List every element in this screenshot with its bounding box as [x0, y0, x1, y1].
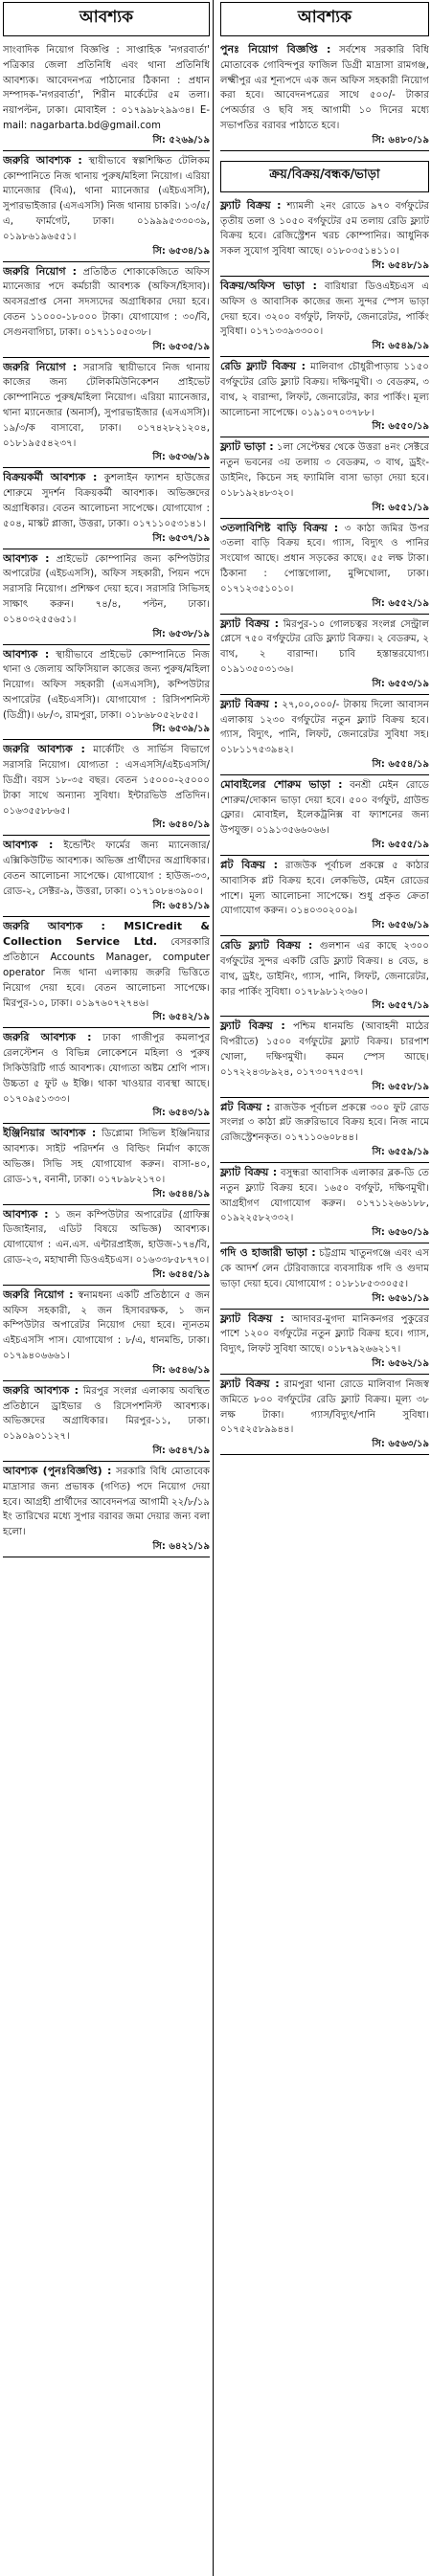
classified-ad	[3, 549, 210, 645]
ad-heading: জরুরি নিয়োগ :	[3, 264, 78, 278]
ad-body	[3, 264, 210, 341]
classified-ad	[220, 437, 429, 518]
classified-ad	[220, 196, 429, 277]
ad-heading: আবশ্যক :	[3, 1207, 49, 1221]
ad-heading: জরুরি আবশ্যক :	[3, 153, 82, 167]
ad-body	[220, 616, 429, 678]
ad-reference: সি: ৬৫৩৪/১৯	[152, 245, 210, 257]
classified-ad	[220, 936, 429, 1017]
classified-ad	[220, 856, 429, 936]
classified-ad	[3, 1462, 210, 1557]
classified-ad	[3, 468, 210, 549]
ad-text: সাংবাদিক নিয়োগ বিজ্ঞপ্তি : সাপ্তাহিক 'নগরবার্তা' পত্রিকার জেলা প্রতিনিধি এবং থানা প্রতিনিধি আবশ্যক। আবেদনপত্র পাঠানোর ঠিকানা : প্রধান সম্পাদক-'নগরবার্তা', শিরীন মার্কেটের ৫ম তলা। নয়াপল্টন, ঢাকা। মোবাইল : ০১৭৯৯৮২৯৯৩৪। E-mail: nagarbarta.bd@gmail.com	[3, 45, 210, 131]
ad-text: মার্কেটিং ও সার্ভিস বিভাগে সরাসরি নিয়োগ। যোগ্যতা : এসএসসি/এইচএসসি/ডিগ্রী। বয়স ১৮-৩৫ বছর। বেতন ১৫০০০-২৫০০০ টাকা সাথে অন্যান্য সুবিধা। ইন্টারভিউ প্রতিদিন। ০১৬৩৫৫৮৮৬৫।	[3, 745, 210, 817]
ad-text: পশ্চিম ধানমন্ডি (আবাহনী মাঠের বিপরীতে) ১৫০০ বর্গফুটের ফ্ল্যাট বিক্রয়। চারপাশ খোলা, দক্ষিণমুখী। কমন স্পেস আছে। ০১৭২২৪৩৮৯২৪, ০১৭৩০৭৭৫৩৭।	[220, 1021, 429, 1078]
ad-text: মালিবাগ চৌধুরীপাড়ায় ১১৫০ বর্গফুটের রেডি ফ্ল্যাট বিক্রয়। দক্ষিণমুখী। ৩ বেডরুম, ৩ বাথ, ২ বারান্দা, লিফট, জেনারেটর, কার পার্কিং। মূল্য আলোচনা সাপেক্ষে। ০১৯১০৭০৩৭৮৮।	[220, 362, 429, 418]
ad-reference: সি: ৬৫৫৬/১৯	[372, 920, 429, 931]
ad-heading: ফ্ল্যাট বিক্রয় :	[220, 1378, 280, 1390]
ad-reference: সি: ৬৫৫২/১৯	[372, 597, 429, 609]
classified-ad	[220, 1098, 429, 1163]
ad-reference: সি: ৬৫৫৯/১৯	[372, 1147, 429, 1158]
ad-reference: সি: ৬৫৩৫/১৯	[152, 341, 210, 352]
ad-reference: সি: ৬৫৪৪/১৯	[152, 1188, 210, 1199]
ad-reference: সি: ৬৫৪৬/১৯	[152, 1364, 210, 1376]
ad-heading: ফ্ল্যাট বিক্রয় :	[220, 198, 282, 212]
ad-text: ১লা সেপ্টেম্বর থেকে উত্তরা ৪নং সেক্টরে নতুন ভবনের ৩য় তলায় ৩ বেডরুম, ৩ বাথ, ড্রইং-ডাইনিং, কিচেন সহ ফ্যামিলি বাসা ভাড়া দেয়া হবে। ০১৮১৯২৪৮৩২০।	[220, 442, 429, 499]
ad-text: আদাবর-মুগদা মানিকনগর পুকুরের পাশে ১২০০ বর্গফুটের নতুন ফ্ল্যাট বিক্রয় হবে। গ্যাস, বিদ্যুৎ, লিফট সুবিধা আছে। ০১৮৭৯২৬৬২১৭।	[220, 1313, 429, 1355]
classified-ad	[220, 775, 429, 856]
ad-reference: সি: ৬৪৮০/১৯	[372, 134, 429, 146]
ad-text: মিরপুর সংলগ্ন এলাকায় অবস্থিত প্রতিষ্ঠানে ড্রাইভার ও রিসেপশনিস্ট আবশ্যক। অভিজ্ঞদের অগ্রাধিকার। মিরপুর-১১, ঢাকা। ০১৯০৯০১১২৭।	[3, 1385, 210, 1443]
ad-body	[3, 1207, 210, 1268]
ad-text: সরাসরি স্থায়ীভাবে নিজ থানায় কাজের জন্য টেলিকমিউনিকেশন প্রাইভেট কোম্পানিতে পুরুষ/মহিলা নিয়োগ। এরিয়া ম্যানেজার, থানা ম্যানেজার (অনার্স), সুপারভাইজার (এসএসসি)। ১৯/৩/ক বাসাবো, ঢাকা। ০১৭৪২৮২১২০৪, ০১৮১৯৫৫৪২৩৭।	[3, 362, 210, 449]
ad-text: ডিপ্লোমা সিভিল ইঞ্জিনিয়ার আবশ্যক। সাইট পরিদর্শন ও বিল্ডিং নির্মাণ কাজে অভিজ্ঞ। সিভি সহ যোগাযোগ করুন। বাসা-৪০, রোড-১৭, বনানী, ঢাকা। ০১৭৮৯৮২১৭০।	[3, 1129, 210, 1185]
ad-text: সরকারি বিধি মোতাবেক মাদ্রাসার জন্য প্রভাষক (গণিত) পদে নিয়োগ দেয়া হবে। আগ্রহী প্রার্থীদের আবেদনপত্র আগামী ২২/৮/১৯ ইং তারিখের মধ্যে সুপার বরাবর জমা দেয়ার জন্য বলা হলো।	[3, 1466, 210, 1538]
classified-ad	[3, 917, 210, 1029]
ad-heading: প্লট বিক্রয় :	[220, 1100, 271, 1113]
ad-body	[3, 551, 210, 628]
ad-body	[220, 521, 429, 597]
ad-text: ১ জন কম্পিউটার অপারেটর (গ্রাফিক্স ডিজাইনার, এডিট বিষয়ে অভিজ্ঞ) আবশ্যক। যোগাযোগ : এন.এস. এন্টারপ্রাইজ, হাউজ-১৭৪/বি, রোড-২৩, মহাখালী ডিওএইচএস। ০১৬৩৩৮৫৮৭৭০।	[3, 1209, 210, 1266]
right-section-header: আবশ্যক	[220, 2, 429, 36]
ad-heading: ফ্ল্যাট বিক্রয় :	[220, 616, 279, 630]
classified-ad	[3, 1205, 210, 1286]
ad-heading: ৩তলাবিশিষ্ট বাড়ি বিক্রয় :	[220, 521, 339, 534]
classified-ad	[220, 1163, 429, 1243]
classified-ad	[220, 277, 429, 357]
ad-body	[220, 1311, 429, 1357]
ad-heading: জরুরি নিয়োগ :	[3, 1288, 74, 1301]
ad-reference: সি: ৬৫৩৮/১৯	[152, 628, 210, 639]
ad-body	[3, 919, 210, 1012]
ad-heading: বিক্রয়/অফিস ভাড়া :	[220, 279, 317, 292]
ad-heading: ফ্ল্যাট বিক্রয় :	[220, 697, 279, 710]
ad-text: গুলশান এর কাছে ২৩০০ বর্গফুটের সুন্দর একটি রেডি ফ্ল্যাট বিক্রয়। ৪ বেড, ৪ বাথ, ড্রইং, ডাইনিং, গ্যাস, পানি, লিফট, জেনারেটর, কার পার্কিং সুবিধা। ০১৭৮৯৮১২৩৬০।	[220, 941, 429, 997]
ad-reference: সি: ৬৫৫০/১৯	[372, 421, 429, 433]
ad-reference: সি: ৬৫৪১/১৯	[152, 900, 210, 911]
ad-heading: পুনঃ নিয়োগ বিজ্ঞপ্তি :	[220, 43, 331, 56]
ad-body	[3, 42, 210, 134]
ad-heading: গদি ও হাজারী ভাড়া :	[220, 1246, 316, 1260]
ad-body	[3, 360, 210, 452]
ad-text: ঢাকা গাজীপুর কমলাপুর রেলস্টেশন ও বিভিন্ন লোকেশনে মহিলা ও পুরুষ সিকিউরিটি গার্ড আবশ্যক। যোগ্যতা অষ্টম শ্রেণি পাস। উচ্চতা ৫ ফুট ৬ ইঞ্চি। থাকা খাওয়ার ব্যবস্থা আছে। ০১৭০৯৫১৩৩৩।	[3, 1033, 210, 1105]
classified-ad	[220, 615, 429, 695]
ad-heading: বিক্রয়কর্মী আবশ্যক :	[3, 471, 98, 484]
classified-ad	[3, 645, 210, 741]
classified-ad	[3, 1028, 210, 1124]
ad-body	[3, 1383, 210, 1445]
ad-heading: ফ্ল্যাট ভাড়া :	[220, 440, 274, 454]
ad-body	[3, 647, 210, 724]
classified-ad	[3, 1286, 210, 1381]
ad-heading: ফ্ল্যাট বিক্রয় :	[220, 1311, 284, 1325]
ad-text: বনশ্রী মেইন রোডে শোরুম/দোকান ভাড়া দেয়া হবে। ৫০০ বর্গফুট, গ্রাউন্ড ফ্লোর। মোবাইল, ইলেকট্রনিক্স বা ফ্যাশনের জন্য উপযুক্ত। ০১৯১৩৫৬৬০৬৬।	[220, 779, 429, 837]
ad-text: বেসরকারি প্রতিষ্ঠানে Accounts Manager, computer operator নিজ থানা এলাকায় জরুরি ভিত্তিতে নিয়োগ দেয়া হবে। বেতন আলোচনা সাপেক্ষে। মিরপুর-১০, ঢাকা। ০১৯৭৬০৭২৭৪৬।	[3, 937, 210, 1009]
classified-ad	[220, 519, 429, 615]
classified-ad	[3, 1124, 210, 1204]
classified-ad	[3, 836, 210, 916]
ad-body	[220, 1100, 429, 1146]
ad-reference: সি: ৫২৬৯/১৯	[152, 134, 210, 146]
classified-ad	[220, 1375, 429, 1455]
right-top-ads-list	[220, 40, 429, 151]
ad-reference: সি: ৬৪২১/১৯	[152, 1540, 210, 1552]
ad-body	[3, 153, 210, 245]
ad-reference: সি: ৬৫৪২/১৯	[152, 1012, 210, 1023]
ad-body	[220, 198, 429, 259]
classified-ad	[3, 262, 210, 358]
ad-body	[220, 697, 429, 758]
ad-text: কুশলাইন ফ্যাশন হাউজের শোরুমে সুদর্শন বিক্রয়কর্মী আবশ্যক। অভিজ্ঞদের অগ্রাধিকার। বেতন আলোচনা সাপেক্ষে। যোগাযোগ : ৫০৪, মাস্কট প্লাজা, উত্তরা, ঢাকা। ০১৭১১০৫৩১৪১।	[3, 473, 210, 529]
ad-text: রাজউক পূর্বাচল প্রকল্পে ৩০০ ফুট রোড সংলগ্ন ৩ কাঠা প্লট জরুরিভাবে বিক্রয় হবে। নিজ নামে রেজিস্ট্রেশনকৃত। ০১৭১১০৬০৮৪৪।	[220, 1102, 429, 1144]
ad-reference: সি: ৬৫৪৫/১৯	[152, 1268, 210, 1280]
classified-ad	[220, 40, 429, 151]
ad-reference: সি: ৬৫৫৭/১৯	[372, 1000, 429, 1012]
ad-reference: সি: ৬৫৪৭/১৯	[152, 1445, 210, 1456]
ad-heading: জরুরি আবশ্যক :	[3, 743, 85, 756]
ad-heading: ফ্ল্যাট বিক্রয় :	[220, 1019, 285, 1033]
classified-ad	[220, 357, 429, 437]
ad-reference: সি: ৬৫৬২/১৯	[372, 1358, 429, 1369]
classified-ad	[3, 358, 210, 469]
ad-reference: সি: ৬৫৪৯/১৯	[372, 341, 429, 352]
ad-heading: জরুরি আবশ্যক : MSICredit & Collection Service Ltd.	[3, 919, 210, 949]
left-column	[3, 0, 214, 2576]
ad-body	[220, 858, 429, 919]
ad-reference: সি: ৬৫৪৩/১৯	[152, 1108, 210, 1119]
ad-body	[220, 1245, 429, 1291]
ad-text: মিরপুর-১০ গোলচত্বর সংলগ্ন সেন্ট্রাল প্লেসে ৭৫০ বর্গফুটের রেডি ফ্ল্যাট বিক্রয়। ২ বেডরুম, ২ বাথ, ২ বারান্দা। চাবি হস্তান্তরযোগ্য। ০১৯১৩৫০৩১৩৬।	[220, 618, 429, 675]
buy-sell-rent-header: ক্রয়/বিক্রয়/বন্ধক/ভাড়া	[220, 161, 429, 192]
ad-body	[220, 777, 429, 839]
ad-text: চট্টগ্রাম খাতুনগঞ্জে এবং এস কে আদর্শ লেন টেরিবাজারে ব্যবসায়িক গদি ও গুদাম ভাড়া দেয়া হবে। যোগাযোগ : ০১৮১৮৫৩৩০৫৫।	[220, 1248, 429, 1289]
ad-body	[220, 938, 429, 999]
ad-heading: জরুরি আবশ্যক :	[3, 1031, 92, 1044]
ad-reference: সি: ৬৫৬০/১৯	[372, 1227, 429, 1239]
ad-heading: মোবাইলের শোরুম ভাড়া :	[220, 777, 343, 791]
right-ads-list	[220, 196, 429, 1455]
ad-heading: রেডি ফ্ল্যাট বিক্রয় :	[220, 939, 313, 952]
ad-body	[220, 1377, 429, 1438]
ad-heading: ফ্ল্যাট বিক্রয় :	[220, 1166, 278, 1179]
ad-text: ৩ কাঠা জমির উপর ৩তলা বাড়ি বিক্রয় হবে। গ্যাস, বিদ্যুৎ ও পানির সংযোগ আছে। প্রধান সড়কের কাছে। ৫৫ লক্ষ টাকা। ঠিকানা : পোস্তগোলা, মুন্সিখোলা, ঢাকা। ০১৭১২৩৫১০১০।	[220, 523, 429, 594]
ad-heading: প্লট বিক্রয় :	[220, 859, 278, 872]
ad-heading: আবশ্যক :	[3, 839, 54, 852]
ad-heading: ইঞ্জিনিয়ার আবশ্যক :	[3, 1127, 97, 1140]
ad-reference: সি: ৬৫৫১/১৯	[372, 502, 429, 513]
classified-ad	[3, 40, 210, 151]
ad-text: বসুন্ধরা আবাসিক এলাকার ব্লক-ডি তে নতুন ফ্ল্যাট বিক্রয় হবে। ১৬৫০ বর্গফুট, দক্ষিণমুখী। আগ্রহীগণ যোগাযোগ করুন। ০১৭১১২৬৬১৮৮, ০১৯২২৫৮২৩৩২।	[220, 1168, 429, 1224]
ad-text: ২৭,০০,০০০/- টাকায় দিলো আবাসন এলাকায় ১২৩০ বর্গফুটের নতুন ফ্ল্যাট বিক্রয় হবে। গ্যাস, বিদ্যুৎ, পানি, লিফট, জেনারেটর সুবিধা সহ। ০১৮১১৭৫৩৯৪২।	[220, 699, 429, 756]
ad-text: বারিধারা ডিওএইচএস এ অফিস ও আবাসিক কাজের জন্য সুন্দর স্পেস ভাড়া দেয়া হবে। ৩২০০ বর্গফুট, লিফট, জেনারেটর, পার্কিং সুবিধা। ০১৭১৩৩৯৩৩০০।	[220, 280, 429, 338]
ad-body	[220, 439, 429, 501]
ad-body	[3, 838, 210, 899]
ad-body	[3, 470, 210, 531]
classified-ad	[220, 695, 429, 775]
ad-reference: সি: ৬৫৪০/১৯	[152, 819, 210, 831]
ad-body	[220, 279, 429, 340]
ad-heading: আবশ্যক :	[3, 647, 50, 661]
right-column	[218, 0, 429, 2576]
classified-ad	[3, 740, 210, 836]
ad-reference: সি: ৬৫৩৭/১৯	[152, 532, 210, 544]
ad-reference: সি: ৬৫৫৩/১৯	[372, 678, 429, 689]
classified-ad	[220, 1310, 429, 1375]
ad-text: শ্যামলী ২নং রোডে ৯৭০ বর্গফুটের তৃতীয় তলা ও ১০৫০ বর্গফুটের ৫ম তলায় রেডি ফ্ল্যাট বিক্রয় হবে। রেজিস্ট্রেশন খরচ কোম্পানির। আধুনিক সকল সুযোগ সুবিধা আছে। ০১৮০৩৫১৪১১০।	[220, 200, 429, 258]
ad-text: রাজউক পূর্বাচল প্রকল্পে ৫ কাঠার আবাসিক প্লট বিক্রয় হবে। লেকভিউ, মেইন রোডের পাশে। মূল্য আলোচনা সাপেক্ষে। শুধু প্রকৃত ক্রেতা যোগাযোগ করুন। ০১৪০৩০২০০৯।	[220, 861, 429, 917]
ad-reference: সি: ৬৫৩৬/১৯	[152, 452, 210, 463]
ad-heading: আবশ্যক (পুনঃবিজ্ঞপ্তি) :	[3, 1464, 112, 1477]
ad-text: ইন্ডেন্টিং ফার্মের জন্য ম্যানেজার/এক্সিকিউটিভ আবশ্যক। অভিজ্ঞ প্রার্থীদের অগ্রাধিকার। বেতন আলোচনা সাপেক্ষে। যোগাযোগ : হাউজ-৩৩, রোড-২, সেক্টর-৯, উত্তরা, ঢাকা। ০১৭১০৮৪৩৯০০।	[3, 840, 210, 897]
ad-body	[3, 1464, 210, 1540]
ad-reference: সি: ৬৫৬৩/১৯	[372, 1439, 429, 1450]
ad-body	[220, 359, 429, 420]
ad-text: সর্বশেষ সরকারি বিধি মোতাবেক গোবিন্দপুর ফাজিল ডিগ্রী মাদ্রাসা রামগঞ্জ, লক্ষ্মীপুর এর শূন্যপদে এক জন অফিস সহকারী নিয়োগ করা হবে। আবেদনপত্রের সাথে ৫০০/- টাকার পেঅর্ডার ও ছবি সহ আগামী ১০ দিনের মধ্যে সভাপতির বরাবর পাঠাতে হবে।	[220, 45, 429, 131]
ad-body	[3, 1288, 210, 1364]
ad-reference: সি: ৬৫৬১/১৯	[372, 1292, 429, 1304]
ad-body	[3, 742, 210, 818]
ad-body	[3, 1126, 210, 1187]
classified-ad	[220, 1017, 429, 1097]
ad-heading: আবশ্যক :	[3, 551, 50, 565]
ad-reference: সি: ৬৫৫৫/১৯	[372, 840, 429, 851]
ad-reference: সি: ৬৫৫৮/১৯	[372, 1081, 429, 1092]
ad-reference: সি: ৬৫৪৮/১৯	[372, 259, 429, 271]
ad-heading: জরুরি আবশ্যক :	[3, 1383, 79, 1397]
ad-body	[220, 1019, 429, 1080]
ad-text: স্থায়ীভাবে প্রাইভেট কোম্পানিতে নিজ থানা ও জেলায় অফিসিয়াল কাজের জন্য পুরুষ/মহিলা নিয়োগ। অফিস সহকারী (এসএসসি), কম্পিউটার অপারেটর (এইচএসসি)। যোগাযোগ : রিসিপশনিস্ট (ডিগ্রী)। ৬৮/৩, রামপুরা, ঢাকা। ০১৮৬৮০৫২৮৫৫।	[3, 649, 211, 721]
classified-ad	[3, 151, 210, 262]
ad-heading: জরুরি নিয়োগ :	[3, 360, 78, 373]
ad-text: প্রতিষ্ঠিত শোকাকেজিতে অফিস ম্যানেজার পদে কর্মচারী আবশ্যক (অফিস/হিসাব)। অবসরপ্রাপ্ত সেনা সদস্যদের অগ্রাধিকার দেয়া হবে। বেতন ১১০০০-১৮০০০ টাকা। যোগাযোগ : ৩০/বি, সেগুনবাগিচা, ঢাকা। ০১৭১১০৫০৩৮।	[3, 266, 210, 338]
classified-ad	[220, 1243, 429, 1309]
ad-body	[3, 1030, 210, 1107]
ad-text: স্থায়ীভাবে স্বল্পশিক্ষিত টেলিকম কোম্পানিতে নিজ থানায় পুরুষ/মহিলা নিয়োগ। এরিয়া ম্যানেজার (বিএ), থানা ম্যানেজার (এইচএসসি), সুপারভাইজার (এসএসসি) নিজ থানায় চাকরি। ১৩/৫/এ, ফার্মগেট, ঢাকা। ০১৯৯৯৫৩৩০৩৯, ০১৯৮৬১৯৬৫৫১।	[3, 155, 210, 242]
ad-reference: সি: ৬৫৫৪/১৯	[372, 758, 429, 770]
left-section-header: আবশ্যক	[3, 2, 210, 36]
ad-text: স্বনামধন্য একটি প্রতিষ্ঠানে ৫ জন অফিস সহকারী, ২ জন হিসাবরক্ষক, ১ জন কম্পিউটার অপারেটর নিয়োগ দেয়া হবে। ন্যূনতম এইচএসসি পাস। যোগাযোগ : ৮/এ, ধানমন্ডি, ঢাকা। ০১৭৯৪০৬৬৬১।	[3, 1289, 210, 1361]
ad-text: রামপুরা থানা রোডে মালিবাগ নিজস্ব জমিতে ৮০০ বর্গফুটের রেডি ফ্ল্যাট বিক্রয়। মূল্য ৩৮ লক্ষ টাকা। গ্যাস/বিদ্যুৎ/পানি সুবিধা। ০১৭৫২৫৮৯৯৪৪।	[220, 1379, 429, 1436]
ad-body	[220, 1165, 429, 1226]
left-ads-list	[3, 40, 210, 1557]
ad-text: প্রাইভেট কোম্পানির জন্য কম্পিউটার অপারেটর (এইচএসসি), অফিস সহকারী, পিয়ন পদে সরাসরি নিয়োগ। প্রশিক্ষণ দেয়া হবে। সরাসরি সিভিসহ সাক্ষাৎ করুন। ৭৪/৪, পল্টন, ঢাকা। ০১৪০৩২৫৫৬৫১।	[3, 553, 211, 625]
ad-reference: সি: ৬৫৩৯/১৯	[152, 724, 210, 735]
classified-ad	[3, 1381, 210, 1462]
ad-heading: রেডি ফ্ল্যাট বিক্রয় :	[220, 360, 306, 373]
ad-body	[220, 42, 429, 134]
